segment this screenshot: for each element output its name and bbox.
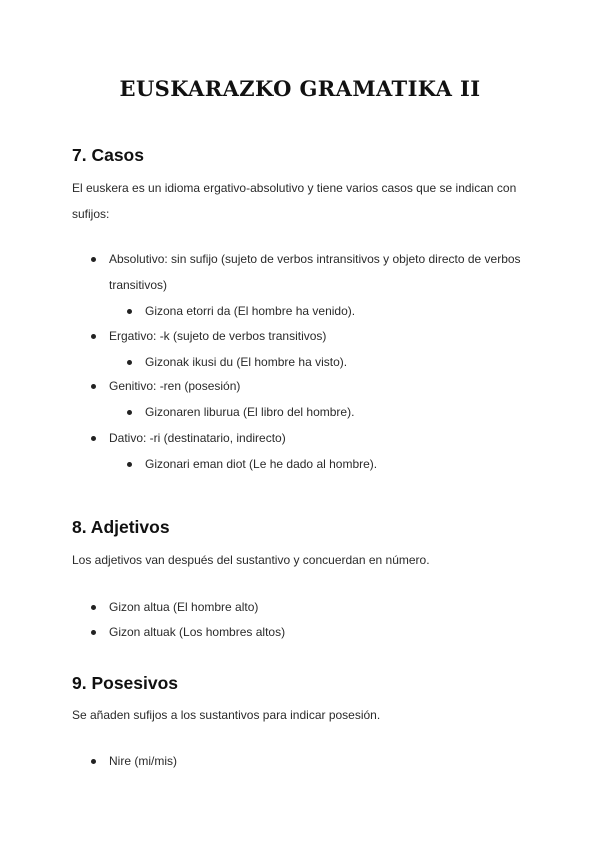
section-heading-casos: 7. Casos [72,145,144,165]
list-item-text: Gizona etorri da (El hombre ha venido). [145,304,356,318]
section-intro-casos: El euskera es un idioma ergativo-absolutivo y tiene varios casos que se indican con sufijos: [72,181,517,221]
list-item [109,246,539,298]
document-title: EUSKARAZKO GRAMATIKA II [119,76,481,101]
list-item [109,748,539,774]
list-item-example [145,399,545,425]
bullet-icon [91,759,96,764]
list-item-example [145,298,545,324]
list-item-text: Gizonaren liburua (El libro del hombre). [145,405,355,419]
list-item-text: Gizon altuak (Los hombres altos) [109,625,286,639]
list-item-text: Genitivo: -ren (posesión) [109,379,241,393]
section-intro-adjetivos: Los adjetivos van después del sustantivo y concuerdan en número. [72,553,430,567]
list-item-text: Gizonak ikusi du (El hombre ha visto). [145,355,348,369]
list-item-text: Dativo: -ri (destinatario, indirecto) [109,431,286,445]
bullet-icon [127,309,132,314]
list-item-text: Ergativo: -k (sujeto de verbos transitivos) [109,329,327,343]
bullet-icon [127,410,132,415]
bullet-icon [91,257,96,262]
bullet-icon [91,436,96,441]
section-intro-posesivos: Se añaden sufijos a los sustantivos para indicar posesión. [72,708,381,722]
section-heading-posesivos: 9. Posesivos [72,673,179,693]
bullet-icon [127,462,132,467]
list-item-example [145,451,545,477]
list-item-text: Absolutivo: sin sufijo (sujeto de verbos intransitivos y objeto directo de verbos transitivos) [109,252,521,292]
list-item-example [145,349,545,375]
list-item [109,373,539,399]
bullet-icon [91,630,96,635]
list-item [109,323,539,349]
list-item [109,619,539,645]
bullet-icon [91,334,96,339]
bullet-icon [91,384,96,389]
list-item-text: Nire (mi/mis) [109,754,177,768]
bullet-icon [127,360,132,365]
list-item-text: Gizon altua (El hombre alto) [109,600,259,614]
list-item-text: Gizonari eman diot (Le he dado al hombre). [145,457,378,471]
list-item [109,594,539,620]
section-heading-adjetivos: 8. Adjetivos [72,517,170,537]
list-item [109,425,539,451]
bullet-icon [91,605,96,610]
